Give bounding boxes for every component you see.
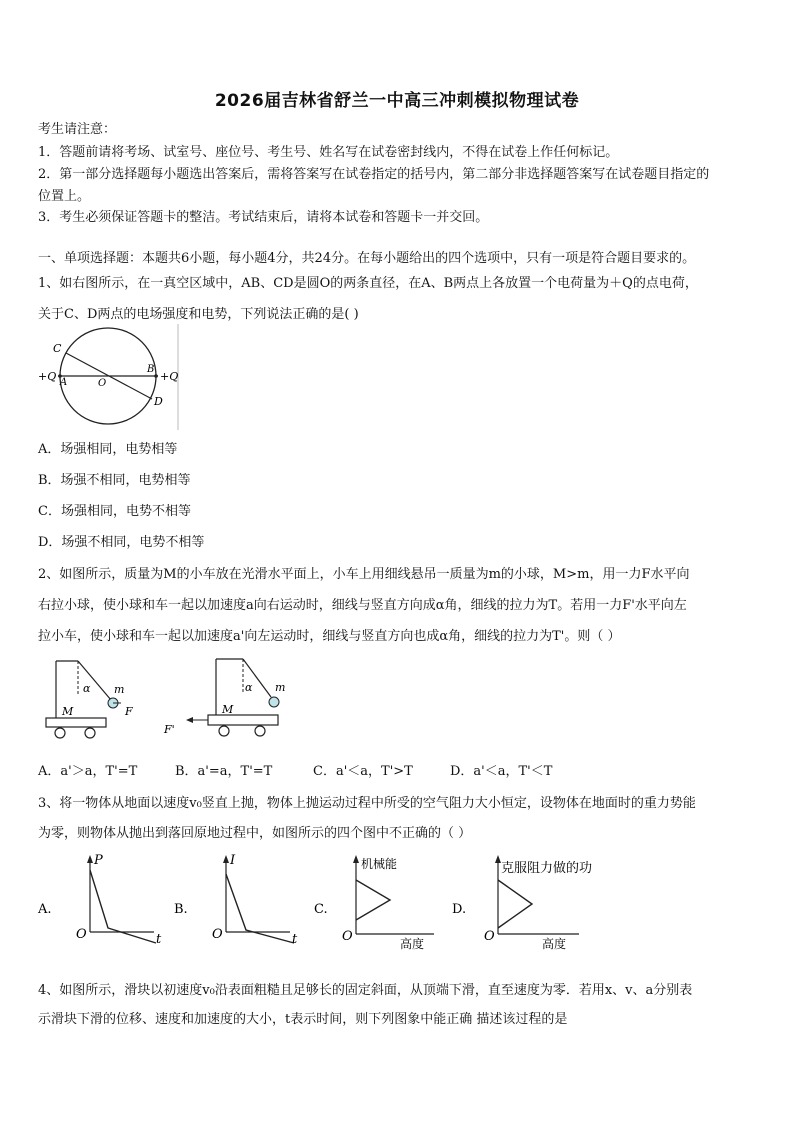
q4-stem-line2: 示滑块下滑的位移、速度和加速度的大小，t表示时间，则下列图象中能正确 描述该过程的是	[38, 1012, 568, 1027]
graph-c	[314, 855, 434, 951]
notice-item: 2．第一部分选择题每小题选出答案后，需将答案写在试卷指定的括号内，第二部分非选择题答案写在试卷题目指定的	[38, 167, 710, 182]
point-b	[154, 374, 158, 378]
axis-x: t	[156, 932, 162, 947]
q1-option-a: A．场强相同，电势相等	[38, 442, 178, 457]
origin: O	[76, 927, 87, 942]
graph-a	[37, 853, 162, 947]
notice-item: 3．考生必须保证答题卡的整洁。考试结束后，请将本试卷和答题卡一并交回。	[38, 210, 489, 225]
charge-right: +Q	[160, 370, 179, 383]
q3-stem-line1: 3、将一物体从地面以速度v₀竖直上抛，物体上抛运动过程中所受的空气阻力大小恒定，设物体在地面时的重力势能	[38, 796, 696, 811]
q3-graphs	[34, 850, 674, 960]
page-title: 2026届吉林省舒兰一中高三冲刺模拟物理试卷	[214, 91, 580, 111]
q2-option-c: C．a'＜a，T'>T	[313, 764, 413, 779]
label-a: A	[60, 377, 68, 388]
mass-big-m: M	[62, 705, 74, 718]
origin: O	[212, 927, 223, 942]
q1-stem-line1: 1、如右图所示，在一真空区域中，AB、CD是圆O的两条直径，在A、B两点上各放置一个电荷量为＋Q的点电荷，	[38, 276, 698, 291]
label-d: D	[154, 395, 163, 408]
axis-x: 高度	[400, 937, 425, 951]
mass-big-m: M	[222, 703, 234, 716]
force-f-prime: F'	[164, 723, 175, 736]
q2-stem-line1: 2、如图所示，质量为M的小车放在光滑水平面上，小车上用细线悬吊一质量为m的小球，M>m，用一力F水平向	[38, 567, 690, 582]
axis-x: t	[292, 932, 298, 947]
axis-x: 高度	[542, 937, 567, 951]
notice-item: 位置上。	[38, 189, 91, 204]
q1-option-b: B．场强不相同，电势相等	[38, 473, 191, 488]
q4-stem-line1: 4、如图所示，滑块以初速度v₀沿表面粗糙且足够长的固定斜面，从顶端下滑，直至速度为零．若用x、v、a分别表	[38, 983, 693, 998]
cart-figure-2	[163, 659, 285, 736]
section-heading: 一、单项选择题：本题共6小题，每小题4分，共24分。在每小题给出的四个选项中，只有一项是符合题目要求的。	[38, 251, 696, 266]
graph-label: C.	[314, 902, 328, 917]
q1-option-d: D．场强不相同，电势不相等	[38, 535, 205, 550]
axis-y: 克服阻力做的功	[501, 861, 593, 876]
graph-b	[174, 853, 298, 947]
angle-alpha: α	[245, 681, 253, 694]
graph-label: A.	[38, 902, 52, 917]
graph-d	[452, 855, 592, 951]
mass-m: m	[114, 683, 125, 696]
charge-left: +Q	[38, 370, 57, 383]
q2-option-d: D．a'＜a，T'＜T	[450, 764, 553, 779]
label-c: C	[53, 342, 62, 355]
graph-label: D.	[452, 902, 467, 917]
notice-heading: 考生请注意：	[38, 122, 117, 137]
q3-stem-line2: 为零，则物体从抛出到落回原地过程中，如图所示的四个图中不正确的（ ）	[38, 826, 472, 841]
axis-y: 机械能	[361, 857, 398, 871]
q2-option-a: A．a'＞a，T'=T	[38, 764, 138, 779]
label-o: O	[98, 378, 107, 389]
notice-item: 1．答题前请将考场、试室号、座位号、考生号、姓名写在试卷密封线内，不得在试卷上作任何标记。	[38, 145, 619, 160]
axis-y: P	[94, 853, 103, 868]
origin: O	[484, 929, 495, 944]
q1-stem-line2: 关于C、D两点的电场强度和电势，下列说法正确的是( )	[38, 307, 359, 322]
mass-m: m	[275, 681, 286, 694]
graph-label: B.	[174, 902, 188, 917]
q1-circle-figure	[36, 322, 186, 432]
axis-y: I	[230, 853, 236, 868]
q2-cart-figures	[38, 655, 298, 745]
angle-alpha: α	[83, 682, 91, 695]
q2-option-b: B．a'=a，T'=T	[175, 764, 273, 779]
force-f: F	[125, 705, 133, 718]
q1-option-c: C．场强相同，电势不相等	[38, 504, 191, 519]
origin: O	[342, 929, 353, 944]
q2-stem-line3: 拉小车，使小球和车一起以加速度a'向左运动时，细线与竖直方向也成α角，细线的拉力为T'。则（ ）	[38, 629, 621, 644]
q2-stem-line2: 右拉小球，使小球和车一起以加速度a向右运动时，细线与竖直方向成α角，细线的拉力为T。若用一力F'水平向左	[38, 598, 687, 613]
cart-figure-1	[46, 661, 133, 738]
label-b: B	[147, 364, 155, 375]
